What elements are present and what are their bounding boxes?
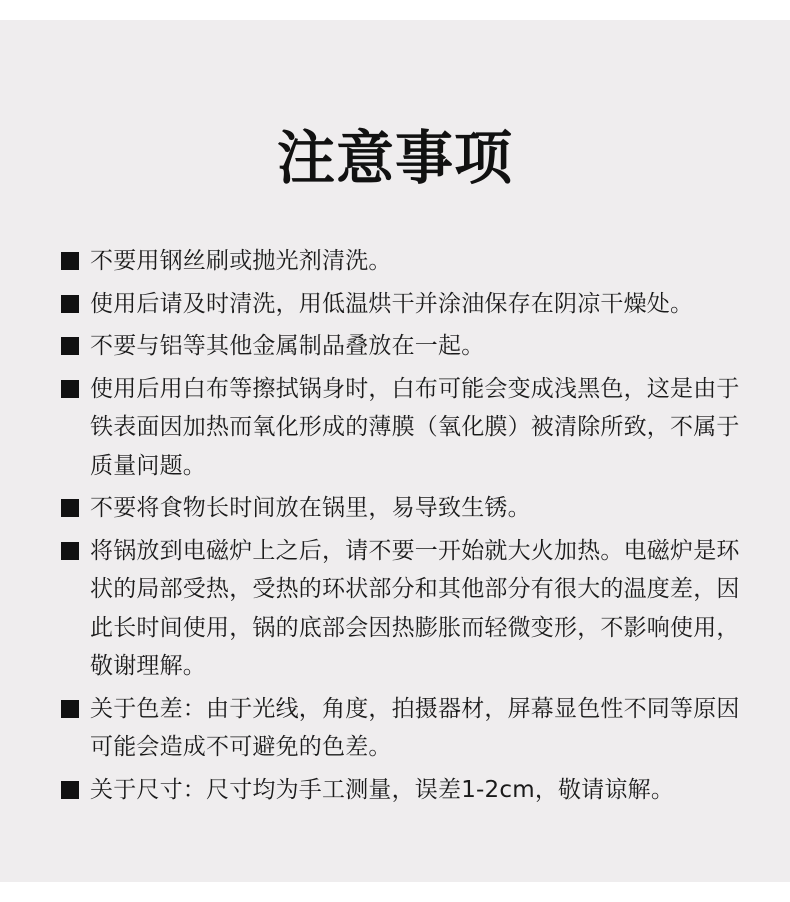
note-text: 关于尺寸：尺寸均为手工测量，误差1-2cm，敬请谅解。 <box>90 776 675 803</box>
page-title: 注意事项 <box>276 124 513 192</box>
note-text: 使用后请及时清洗，用低温烘干并涂油保存在阴凉干燥处。 <box>90 290 694 317</box>
note-text: 关于色差：由于光线，角度，拍摄器材，屏幕显色性不同等原因可能会造成不可避免的色差。 <box>90 695 740 760</box>
note-text: 将锅放到电磁炉上之后，请不要一开始就大火加热。电磁炉是环状的局部受热，受热的环状部分和其他部分有很大的温度差，因此长时间使用，锅的底部会因热膨胀而轻微变形，不影响使用，敬谢理解。 <box>90 537 740 679</box>
black-square-icon <box>61 542 79 560</box>
note-item <box>60 489 750 528</box>
note-item <box>60 327 750 366</box>
black-square-icon <box>61 337 79 355</box>
note-text: 不要用钢丝刷或抛光剂清洗。 <box>90 248 392 274</box>
black-square-icon <box>61 252 79 270</box>
notes-list <box>60 242 750 813</box>
black-square-icon <box>61 700 79 718</box>
notice-panel <box>0 20 790 882</box>
black-square-icon <box>61 499 79 517</box>
note-item <box>60 285 750 324</box>
note-text: 不要与铝等其他金属制品叠放在一起。 <box>90 333 485 359</box>
black-square-icon <box>61 295 79 313</box>
note-item <box>60 242 750 281</box>
black-square-icon <box>61 781 79 799</box>
note-item <box>60 690 750 767</box>
note-text: 不要将食物长时间放在锅里，易导致生锈。 <box>90 495 531 521</box>
note-item <box>60 532 750 686</box>
black-square-icon <box>61 380 79 398</box>
note-text: 使用后用白布等擦拭锅身时，白布可能会变成浅黑色，这是由于铁表面因加热而氧化形成的薄膜（氧化膜）被清除所致，不属于质量问题。 <box>90 375 740 479</box>
note-item <box>60 771 750 810</box>
note-item <box>60 370 750 486</box>
